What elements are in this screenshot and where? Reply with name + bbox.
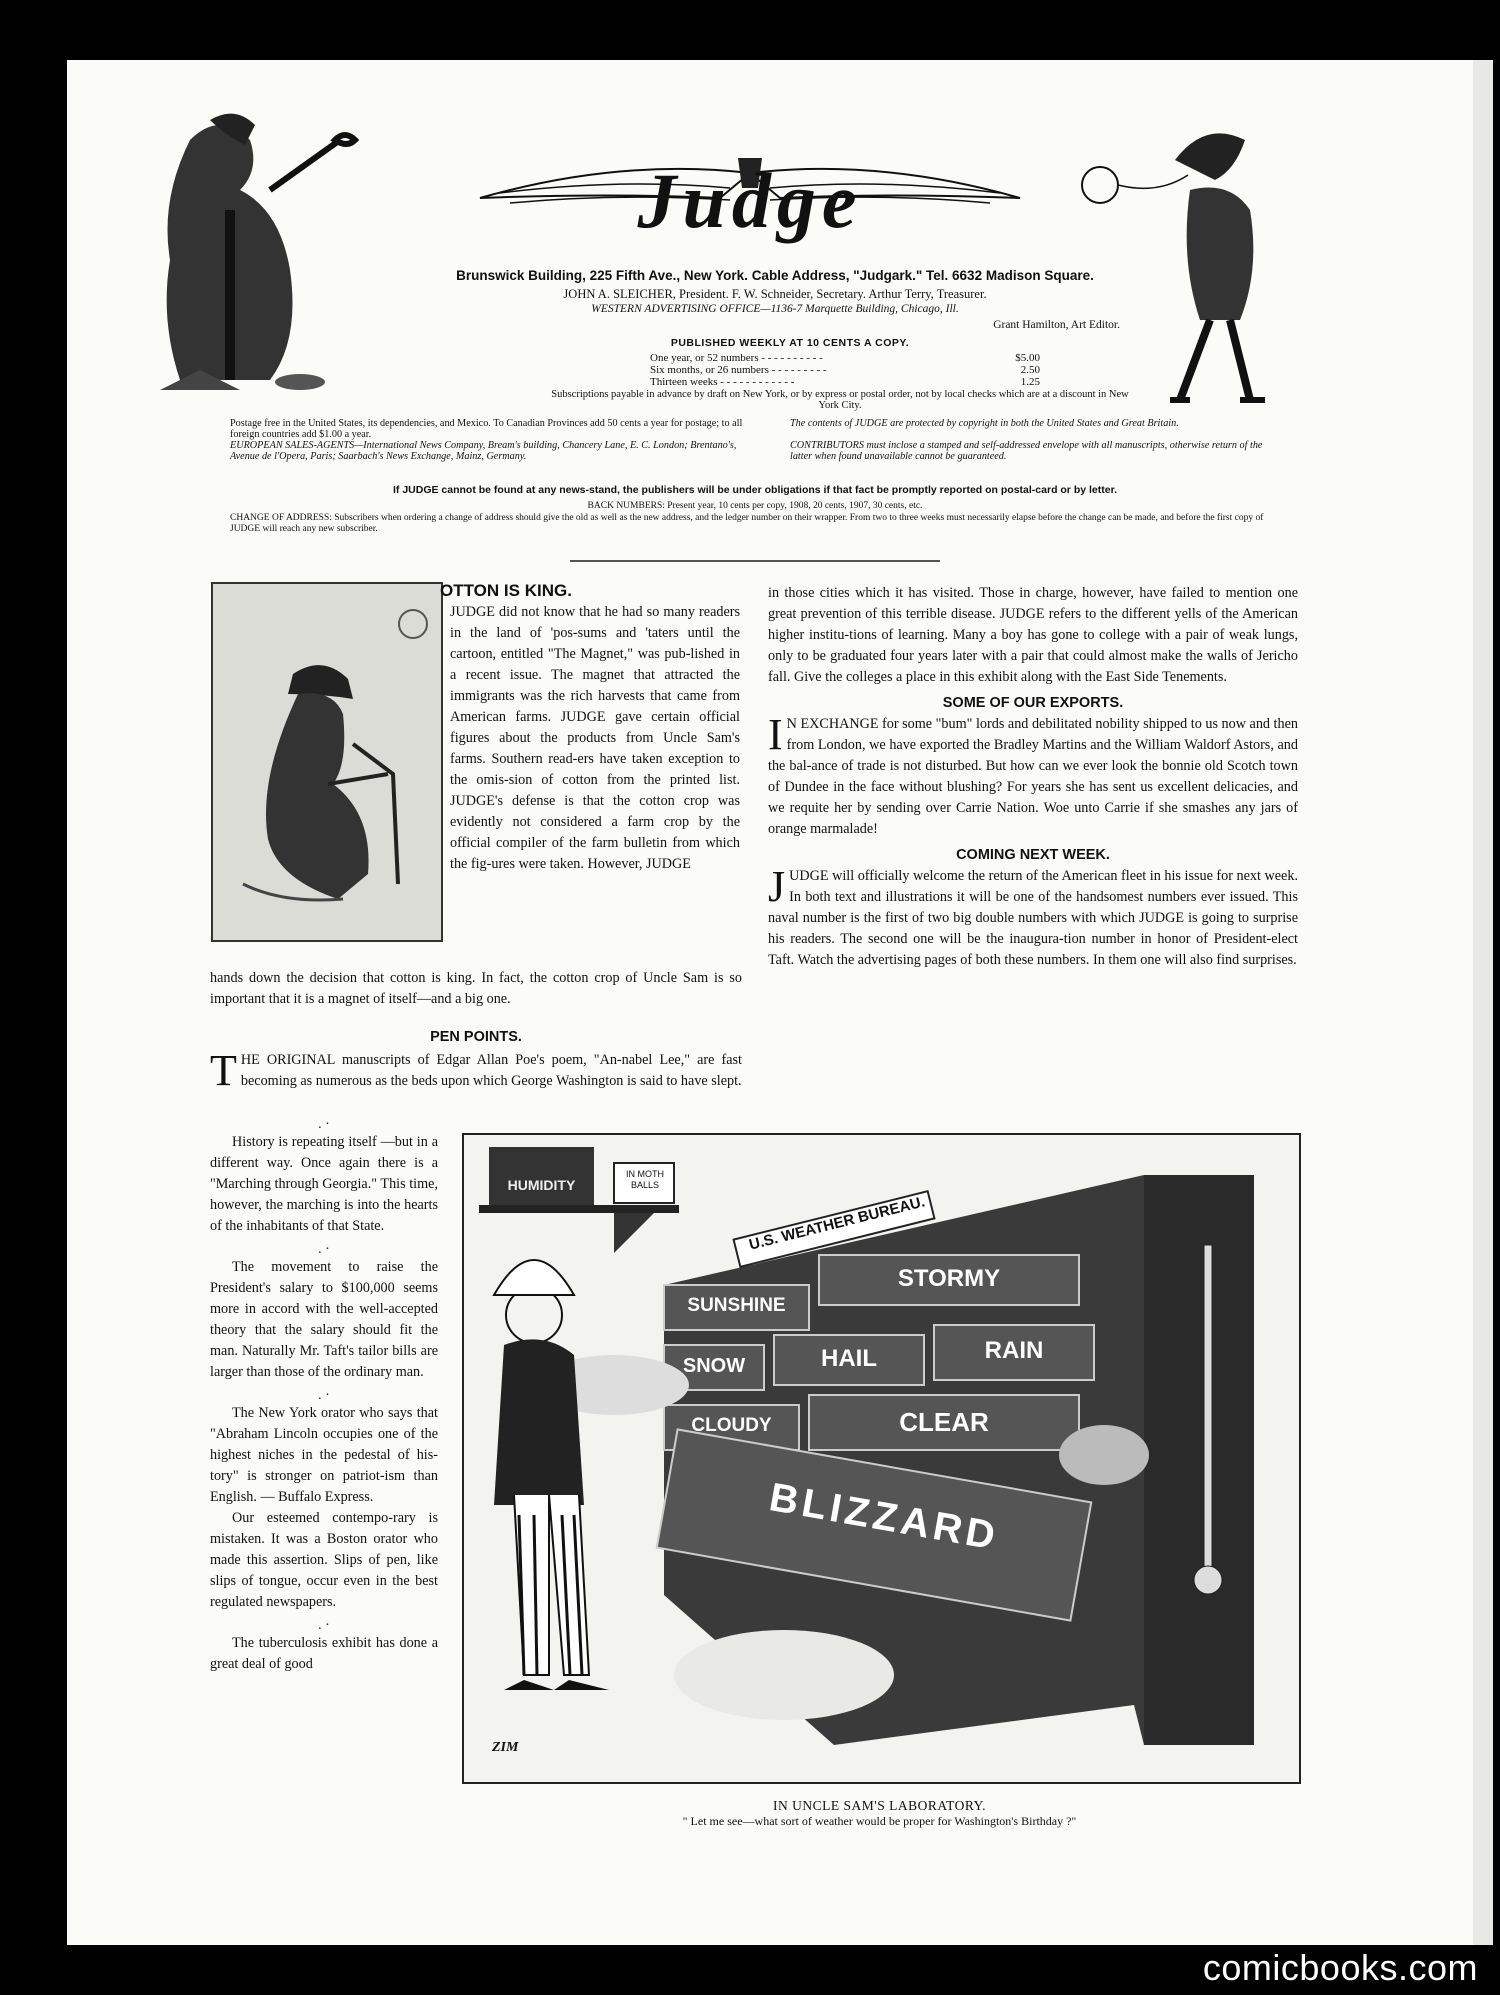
right-column (768, 583, 1298, 971)
drawer-label: SUNSHINE (687, 1295, 786, 1316)
drawer-label: HAIL (821, 1345, 877, 1372)
subscription-rates (650, 352, 1040, 388)
masthead-jester-illustration (1080, 100, 1280, 420)
pen-points-title: PEN POINTS. (430, 1029, 522, 1045)
section-dots: . · (318, 1388, 330, 1403)
cotton-article-title: OTTON IS KING. (440, 581, 572, 600)
next-page-edge (1473, 60, 1493, 1945)
section-dots: . · (318, 1242, 330, 1257)
seated-man-illustration (213, 584, 441, 940)
rate-row: One year, or 52 numbers - - - - - - - - - - $5.00 (650, 352, 1040, 364)
section-dots: . · (318, 1618, 330, 1633)
masthead-address: Brunswick Building, 225 Fifth Ave., New York. Cable Address, "Judgark." Tel. 6632 Madison Square. (456, 268, 1094, 283)
masthead-western-office: WESTERN ADVERTISING OFFICE—1136-7 Marquette Building, Chicago, Ill. (591, 303, 959, 315)
weather-bureau-sign: U.S. WEATHER BUREAU. (747, 1193, 927, 1254)
cotton-article-body: JUDGE did not know that he had so many readers in the land of 'pos-sums and 'taters until the cartoon, entitled "The Magnet," was pub-lished in a recent issue. The magnet that attracted the immigrants was the rich harvests that came from American farms. JUDGE gave certain official figures about the products from Uncle Sam's farms. Southern read-ers have taken exception to the omis-sion of cotton from the printed list. JUDGE's defense is that the cotton crop was evidently not considered a farm crop by the official compiler of the farm bulletin from which the fig-ures were taken. However, JUDGE (450, 604, 740, 872)
cotton-article-conclusion: hands down the decision that cotton is king. In fact, the cotton crop of Uncle Sam is so important that it is a magnet of itself—and a big one. (210, 970, 742, 1007)
rate-row: Six months, or 26 numbers - - - - - - - - - 2.50 (650, 364, 1040, 376)
masthead-divider (570, 560, 940, 562)
pen-points-dropcap: T (210, 1046, 237, 1095)
european-agents-notice: EUROPEAN SALES-AGENTS—International News Company, Bream's building, Chancery Lane, E. C. London; Brentano's, Avenue de l'Opera, Paris; Saarbach's News Exchange, Mainz, Germany. (230, 440, 737, 462)
masthead-staff: JOHN A. SLEICHER, President. F. W. Schneider, Secretary. Arthur Terry, Treasurer. (563, 287, 987, 301)
pen-points-para: History is repeating itself —but in a different way. Once again there is a "Marching through Georgia." This time, however, the marching is into the hearts of the inhabitants of that State. (210, 1134, 438, 1234)
pen-points-para: The tuberculosis exhibit has done a great deal of good (210, 1635, 438, 1672)
exports-title: SOME OF OUR EXPORTS. (942, 695, 1124, 711)
rate-row: Thirteen weeks - - - - - - - - - - - - 1.25 (650, 376, 1040, 388)
masthead-judge-figure-illustration (150, 100, 380, 400)
pen-points-para: The movement to raise the President's salary to $100,000 seems more in accord with the well-accepted theory that the salary should fit the man. Naturally Mr. Taft's tailor bills are larger than those of the ordinary man. (210, 1259, 438, 1380)
postage-notice: Postage free in the United States, its dependencies, and Mexico. To Canadian Provinces add 50 cents a year for postage; to all foreign countries add $1.00 a year. (230, 418, 743, 440)
pen-points-intro-text: HE ORIGINAL manuscripts of Edgar Allan Poe's poem, "An-nabel Lee," are fast becoming as numerous as the beds upon which George Washington is said to have slept. (240, 1052, 742, 1089)
pen-points-para: Our esteemed contempo-rary is mistaken. It was a Boston orator who made this assertion. Slips of pen, like slips of tongue, occur even in the best regulated newspapers. (210, 1510, 438, 1610)
change-of-address-notice: CHANGE OF ADDRESS: Subscribers when ordering a change of address should give the old as well as the new address, and the ledger number on their wrapper. From two to three weeks must necessarily elapse before the change can be made, and before the first copy of JUDGE will reach any new subscriber. (230, 513, 1264, 534)
pen-points-para: The New York orator who says that "Abraham Lincoln occupies one of the highest niches in the pedestal of his-tory" is stronger on patriot-ism than English. — Buffalo Express. (210, 1405, 438, 1505)
published-weekly-heading: PUBLISHED WEEKLY AT 10 CENTS A COPY. (670, 337, 910, 349)
exports-body: I N EXCHANGE for some "bum" lords and debilitated nobility shipped to us now and then from London, we have exported the Bradley Martins and the William Waldorf Astors, and the bal-ance of trade is not disturbed. But how can we ever look the bonnie old Scotch town of Dundee in the face without blushing? For years she has sent us excellent delicacies, and we requite her by sending over Carrie Nation. Woe unto Carrie if she smashes any jars of orange marmalade! (768, 710, 1298, 837)
copyright-notice: The contents of JUDGE are protected by copyright in both the United States and Great Britain. (790, 418, 1179, 429)
watermark: comicbooks.com (1202, 1947, 1478, 1988)
back-numbers-notice: BACK NUMBERS: Present year, 10 cents per copy, 1908, 20 cents, 1907, 30 cents, etc. (587, 501, 923, 511)
drawer-label: STORMY (897, 1265, 1001, 1292)
uncle-sam-laboratory-cartoon (462, 1133, 1301, 1784)
drawer-label: CLOUDY (691, 1415, 772, 1436)
artist-signature: ZIM (492, 1740, 519, 1755)
cartoon-caption-title: IN UNCLE SAM'S LABORATORY. (773, 1798, 986, 1813)
pen-points-intro (210, 1046, 742, 1095)
pen-points-column (210, 1118, 438, 1675)
moth-balls-label: IN MOTH BALLS (626, 1169, 664, 1190)
drawer-label: CLEAR (899, 1407, 989, 1437)
drawer-label: SNOW (682, 1355, 746, 1377)
tuberculosis-continued: in those cities which it has visited. Those in charge, however, have failed to mention one great prevention of this terrible disease. JUDGE refers to the different yells of the American higher institu-tions of learning. Many a boy has gone to college with a pair of weak lungs, only to be graduated four years later with a pair that could almost make the walls of Jericho fall. Give the colleges a place in this exhibit along with the East Side Tenements. (768, 585, 1298, 685)
not-found-notice: If JUDGE cannot be found at any news-stand, the publishers will be under obligations if that fact be promptly reported on postal-card or by letter. (393, 484, 1117, 496)
masthead-art-editor: Grant Hamilton, Art Editor. (993, 319, 1120, 331)
humidity-trunk-label: HUMIDITY (507, 1177, 576, 1193)
coming-next-week-title: COMING NEXT WEEK. (956, 847, 1110, 863)
coming-next-week-body: J UDGE will officially welcome the return of the American fleet in his issue for next week. In both text and illustrations it will be one of the handsomest numbers ever issued. This naval number is the first of two big double numbers with which JUDGE is going to surprise his readers. The second one will be the inaugura-tion number in honor of President-elect Taft. Watch the advertising pages of both these numbers. In them one will also find surprises. (768, 862, 1298, 968)
exports-dropcap: I (768, 710, 783, 759)
judge-logo-text: Judge (637, 157, 863, 244)
coming-dropcap: J (768, 862, 786, 911)
cotton-photo (211, 582, 443, 942)
drawer-label: BLIZZARD (766, 1475, 1003, 1559)
cotton-article (440, 580, 740, 875)
cartoon-caption-quote: " Let me see—what sort of weather would be proper for Washington's Birthday ?" (682, 1814, 1077, 1828)
judge-logo (470, 148, 1030, 258)
section-dots: . · (318, 1117, 330, 1132)
subscriptions-notice: Subscriptions payable in advance by draft on New York, or by express or postal order, not by local checks which are at a discount in New York City. (551, 389, 1129, 411)
drawer-label: RAIN (984, 1337, 1044, 1364)
contributors-notice: CONTRIBUTORS must inclose a stamped and self-addressed envelope with all manuscripts, otherwise return of the latter when found unavailable cannot be guaranteed. (790, 440, 1263, 462)
cartoon-drawing (464, 1135, 1299, 1782)
